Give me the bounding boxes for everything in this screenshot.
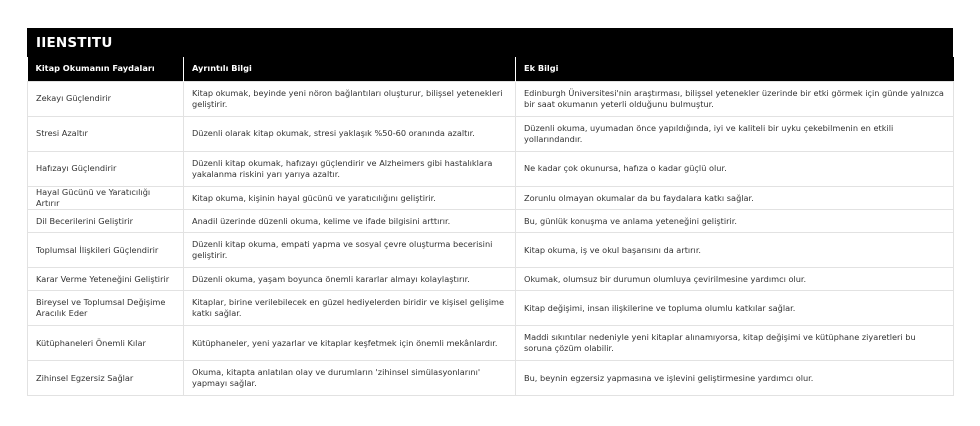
table-row [28, 326, 954, 361]
benefit-cell: Zihinsel Egzersiz Sağlar [28, 361, 184, 396]
benefit-cell: Dil Becerilerini Geliştirir [28, 210, 184, 233]
table-row [28, 187, 954, 210]
extra-cell: Zorunlu olmayan okumalar da bu faydalara katkı sağlar. [516, 187, 954, 210]
table-body [28, 82, 954, 396]
benefit-cell: Toplumsal İlişkileri Güçlendirir [28, 233, 184, 268]
benefit-cell: Hayal Gücünü ve Yaratıcılığı Artırır [28, 187, 184, 210]
table-row [28, 117, 954, 152]
column-header-benefit: Kitap Okumanın Faydaları [28, 57, 184, 82]
detail-cell: Düzenli kitap okuma, empati yapma ve sosyal çevre oluşturma becerisini geliştirir. [184, 233, 516, 268]
table-row [28, 233, 954, 268]
benefits-table [27, 57, 954, 396]
benefit-cell: Zekayı Güçlendirir [28, 82, 184, 117]
extra-cell: Kitap değişimi, insan ilişkilerine ve topluma olumlu katkılar sağlar. [516, 291, 954, 326]
detail-cell: Anadil üzerinde düzenli okuma, kelime ve ifade bilgisini arttırır. [184, 210, 516, 233]
extra-cell: Okumak, olumsuz bir durumun olumluya çevirilmesine yardımcı olur. [516, 268, 954, 291]
brand-header [27, 28, 953, 57]
detail-cell: Kitap okuma, kişinin hayal gücünü ve yaratıcılığını geliştirir. [184, 187, 516, 210]
table-header [28, 57, 954, 82]
detail-cell: Kütüphaneler, yeni yazarlar ve kitaplar keşfetmek için önemli mekânlardır. [184, 326, 516, 361]
column-header-detail: Ayrıntılı Bilgi [184, 57, 516, 82]
detail-cell: Düzenli kitap okumak, hafızayı güçlendirir ve Alzheimers gibi hastalıklara yakalanma riskini yarı yarıya azaltır. [184, 152, 516, 187]
detail-cell: Düzenli olarak kitap okumak, stresi yaklaşık %50-60 oranında azaltır. [184, 117, 516, 152]
benefit-cell: Karar Verme Yeteneğini Geliştirir [28, 268, 184, 291]
extra-cell: Kitap okuma, iş ve okul başarısını da artırır. [516, 233, 954, 268]
extra-cell: Ne kadar çok okunursa, hafıza o kadar güçlü olur. [516, 152, 954, 187]
table-row [28, 152, 954, 187]
benefit-cell: Bireysel ve Toplumsal Değişime Aracılık Eder [28, 291, 184, 326]
table-header-row [28, 57, 954, 82]
brand-title: IIENSTITU [36, 34, 113, 51]
table-row [28, 291, 954, 326]
table-row [28, 361, 954, 396]
benefit-cell: Kütüphaneleri Önemli Kılar [28, 326, 184, 361]
extra-cell: Bu, beynin egzersiz yapmasına ve işlevini geliştirmesine yardımcı olur. [516, 361, 954, 396]
table-row [28, 210, 954, 233]
extra-cell: Maddi sıkıntılar nedeniyle yeni kitaplar alınamıyorsa, kitap değişimi ve kütüphane ziyaretleri bu soruna çözüm olabilir. [516, 326, 954, 361]
detail-cell: Kitaplar, birine verilebilecek en güzel hediyelerden biridir ve kişisel gelişime katkı sağlar. [184, 291, 516, 326]
detail-cell: Düzenli okuma, yaşam boyunca önemli kararlar almayı kolaylaştırır. [184, 268, 516, 291]
benefit-cell: Stresi Azaltır [28, 117, 184, 152]
detail-cell: Kitap okumak, beyinde yeni nöron bağlantıları oluşturur, bilişsel yetenekleri geliştirir. [184, 82, 516, 117]
extra-cell: Düzenli okuma, uyumadan önce yapıldığında, iyi ve kaliteli bir uyku çekebilmenin en etkili yollarındandır. [516, 117, 954, 152]
detail-cell: Okuma, kitapta anlatılan olay ve durumların 'zihinsel simülasyonlarını' yapmayı sağlar. [184, 361, 516, 396]
column-header-extra: Ek Bilgi [516, 57, 954, 82]
table-row [28, 82, 954, 117]
table-row [28, 268, 954, 291]
extra-cell: Bu, günlük konuşma ve anlama yeteneğini geliştirir. [516, 210, 954, 233]
extra-cell: Edinburgh Üniversitesi'nin araştırması, bilişsel yetenekler üzerinde bir etki görmek için günde yalnızca bir saat okumanın yeterli olduğunu bulmuştur. [516, 82, 954, 117]
content-table-card [27, 28, 953, 396]
benefit-cell: Hafızayı Güçlendirir [28, 152, 184, 187]
